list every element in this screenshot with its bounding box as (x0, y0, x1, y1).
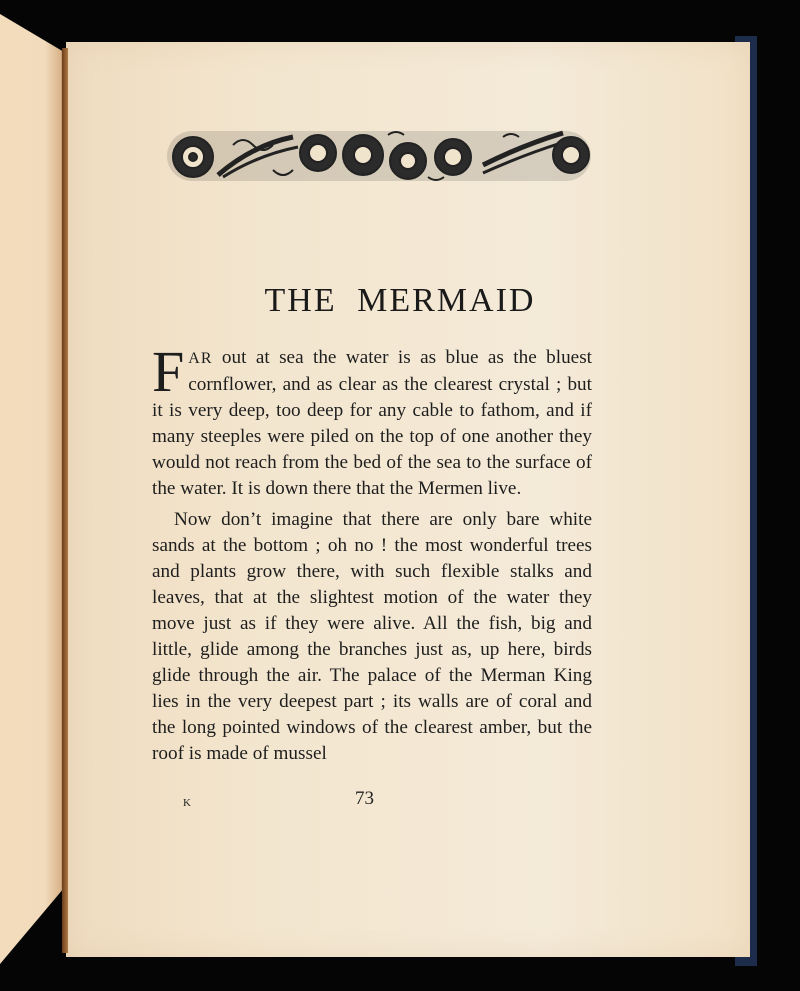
body-text (152, 339, 592, 767)
page-number: 73 (355, 788, 374, 809)
drop-cap: F (152, 339, 185, 404)
first-word-rest: AR (188, 350, 213, 367)
signature-mark: K (183, 797, 191, 809)
paragraph-1 (152, 339, 592, 502)
chapter-title: THE MERMAID (264, 282, 536, 319)
book-gutter (62, 48, 68, 953)
left-page (0, 14, 64, 964)
floral-ornament-icon (163, 125, 595, 187)
paragraph-1-text: out at sea the water is as blue as the bluest cornflower, and as clear as the clearest crystal ; but it is very deep, too deep for any cable to fathom, and if many steeples were piled on the top of one another they would not reach from the bed of the sea to the surface of the water. It is down there that the Mermen live. (152, 347, 592, 499)
paragraph-2: Now don’t imagine that there are only bare white sands at the bottom ; oh no ! the most wonderful trees and plants grow there, with such flexible stalks and leaves, that at the slightest motion of the water they move just as if they were alive. All the fish, big and little, glide among the branches just as, up here, birds glide through the air. The palace of the Merman King lies in the very deepest part ; its walls are of coral and the long pointed windows of the clearest amber, but the roof is made of mussel (152, 509, 592, 764)
